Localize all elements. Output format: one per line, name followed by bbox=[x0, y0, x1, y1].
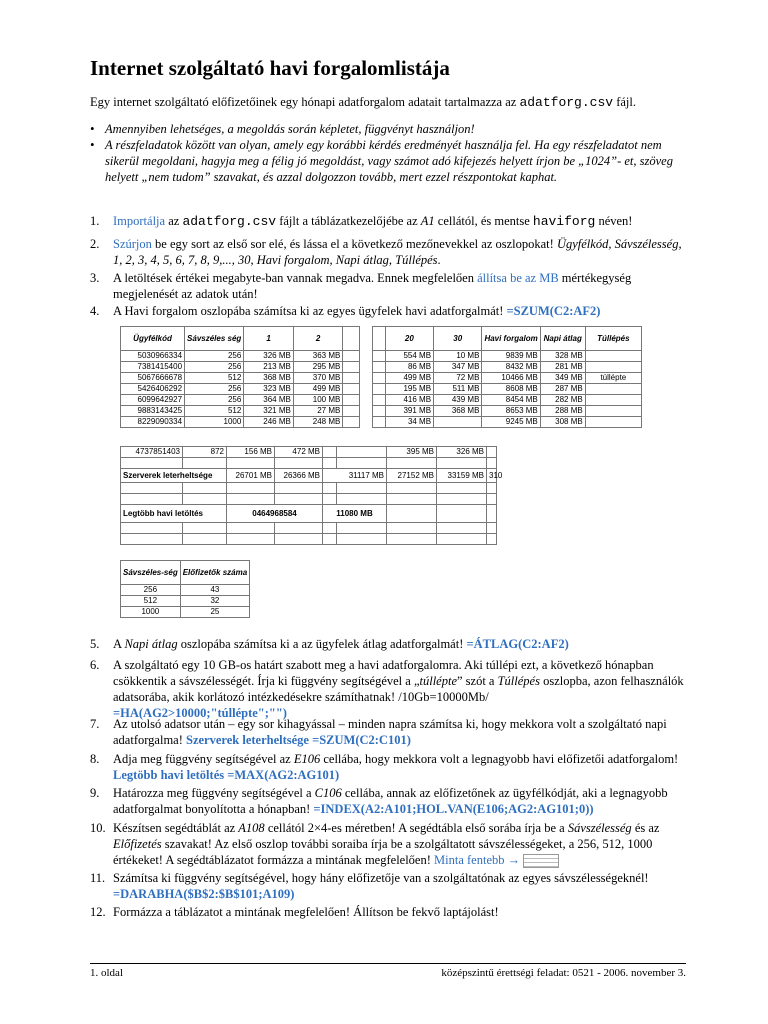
task-6: 6. A szolgáltató egy 10 GB-os határt szabott meg a havi adatforgalomra. Aki túllépi ezt, a következő hónapban csökkentik a sávszélességét. Írja ki függvény segítségével a „túllépte” szót a Túllépés oszlopba, azon felhasználók adatsorába, akik korlátozó intézkedésekre számíthatnak! /10Gb=10000Mb/ =HA(AG2>10000;"túllépte";"") bbox=[90, 658, 684, 720]
task-8: 8. Adja meg függvény segítségével az E106 cellába, hogy mekkora volt a legnagyobb havi előfizetői adatforgalom! Legtöbb havi letöltés =MAX(AG2:AG101) bbox=[90, 752, 679, 782]
task-10: 10. Készítsen segédtáblát az A108 cellától 2×4-es méretben! A segédtábla első sorába írja be a Sávszélesség és az Előfizetés szavakat! Az első oszlop további soraiba írja be a szolgáltatott sávszélességeket, a 256, 512, 1000 értékeket! A segédtáblázatot formázza a mintának megfelelően! Minta fentebb → bbox=[90, 821, 660, 867]
instructions-list bbox=[90, 121, 690, 185]
formula: Szerverek leterheltsége =SZUM(C2:C101) bbox=[186, 733, 411, 747]
intro-file: adatforg.csv bbox=[519, 95, 614, 110]
task-11: 11. Számítsa ki függvény segítségével, hogy hány előfizetője van a szolgáltatónak az egyes sávszélességeknél! =DARABHA($B$2:$B$101;A109) bbox=[90, 871, 649, 901]
task-link[interactable]: Minta fentebb bbox=[434, 853, 505, 867]
task-link[interactable]: állítsa be az MB bbox=[477, 271, 559, 285]
intro-text-end: fájl. bbox=[613, 95, 636, 109]
sample-thumbnail-icon bbox=[523, 854, 559, 868]
intro-text: Egy internet szolgáltató előfizetőinek egy hónapi adatforgalom adatait tartalmazza az bbox=[90, 95, 520, 109]
formula: =ÁTLAG(C2:AF2) bbox=[466, 637, 569, 651]
task-link[interactable]: Importálja bbox=[113, 214, 166, 228]
sample-sheet-right: 20 30 Havi forgalom Napi átlag Túllépés 554 MB 10 MB 9839 MB 328 MB 86 MB 347 MB 8432 MB 281 MB 499 MB 72 MB 10466 MB 349 MB túllépte 195 MB 511 MB 8608 MB 287 MB 416 MB 439 MB 8454 MB 282 MB 391 MB 368 MB 8653 MB 288 MB 34 MB 9245 MB 308 MB bbox=[372, 326, 642, 428]
formula: Legtöbb havi letöltés =MAX(AG2:AG101) bbox=[113, 768, 340, 782]
arrow-right-icon: → bbox=[507, 853, 521, 867]
formula: =SZUM(C2:AF2) bbox=[506, 304, 601, 318]
task-4: 4. A Havi forgalom oszlopába számítsa ki az egyes ügyfelek havi adatforgalmát! =SZUM(C2:AF2) bbox=[90, 304, 601, 318]
task-1: 1. Importálja az adatforg.csv fájlt a táblázatkezelőjébe az A1 cellától, és mentse haviforg néven! bbox=[90, 214, 633, 229]
instruction-bullet: • Amennyiben lehetséges, a megoldás során képletet, függvényt használjon! bbox=[90, 122, 475, 136]
footer-exam-info: középszintű érettségi feladat: 0521 - 2006. november 3. bbox=[441, 967, 686, 979]
footer-divider bbox=[90, 963, 686, 964]
page-title: Internet szolgáltató havi forgalomlistája bbox=[90, 56, 450, 80]
sample-sheet-left: Ügyfélkód Sávszéles ség 1 2 5030966334 256 326 MB 363 MB 7381415400 256 213 MB 295 MB 5067666678 512 368 MB 370 MB 5426406292 256 323 MB 499 MB 6099642927 256 364 MB 100 MB 9883143425 512 321 MB 27 MB 8229090334 1000 246 MB 248 MB bbox=[120, 326, 360, 428]
intro-paragraph bbox=[90, 94, 690, 111]
formula: =INDEX(A2:A101;HOL.VAN(E106;AG2:AG101;0)) bbox=[313, 802, 594, 816]
task-3: 3. A letöltések értékei megabyte-ban vannak megadva. Ennek megfelelően állítsa be az MB mértékegység megjelenését az adatok után! bbox=[90, 271, 632, 301]
task-2: 2. Szúrjon be egy sort az első sor elé, és lássa el a következő mezőnevekkel az oszlopokat! Ügyfélkód, Sávszélesség, 1, 2, 3, 4, 5, 6, 7, 8, 9,..., 30, Havi forgalom, Napi átlag, Túllépés. bbox=[90, 237, 682, 267]
instruction-bullet: • A részfeladatok között van olyan, amely egy korábbi kérdés eredményét használja fel. Ha egy részfeladatot nem sikerül megoldani, hagyja meg a félig jó megoldást, vagy számot adó kifejezés helyett írjon be „1024”- et, szöveg helyett „nem tudom” szavakat, és azzal dolgozzon tovább, mert ezzel részpontokat kaphat. bbox=[90, 138, 673, 184]
formula: =DARABHA($B$2:$B$101;A109) bbox=[113, 887, 295, 901]
task-7: 7. Az utolsó adatsor után – egy sor kihagyással – minden napra számítsa ki, hogy mekkora volt a szolgáltató napi adatforgalma! Szerverek leterheltsége =SZUM(C2:C101) bbox=[90, 717, 667, 747]
formula: =HA(AG2>10000;"túllépte";"") bbox=[113, 706, 287, 720]
task-12: 12. Formázza a táblázatot a mintának megfelelően! Állítson be fekvő laptájolást! bbox=[90, 905, 499, 919]
task-9: 9. Határozza meg függvény segítségével a C106 cellába, annak az előfizetőnek az ügyfélkódját, aki a legnagyobb adatforgalmat bonyolította a hónapban! =INDEX(A2:A101;HOL.VAN(E106;AG2:AG101;0)) bbox=[90, 786, 668, 816]
task-link[interactable]: Szúrjon bbox=[113, 237, 152, 251]
page-number: 1. oldal bbox=[90, 967, 123, 979]
sample-sheet-summary: 4737851403 872 156 MB 472 MB 395 MB 326 MB Szerverek leterheltsége 26701 MB 26366 MB 31117 MB 27152 MB 33159 MB 310 Legtöbb havi letöltés 0464968584 11080 MB bbox=[120, 446, 497, 545]
task-5: 5. A Napi átlag oszlopába számítsa ki a az ügyfelek átlag adatforgalmát! =ÁTLAG(C2:AF2) bbox=[90, 637, 569, 651]
helper-table: Sávszéles-ség Előfizetők száma 256 43 512 32 1000 25 bbox=[120, 560, 250, 618]
